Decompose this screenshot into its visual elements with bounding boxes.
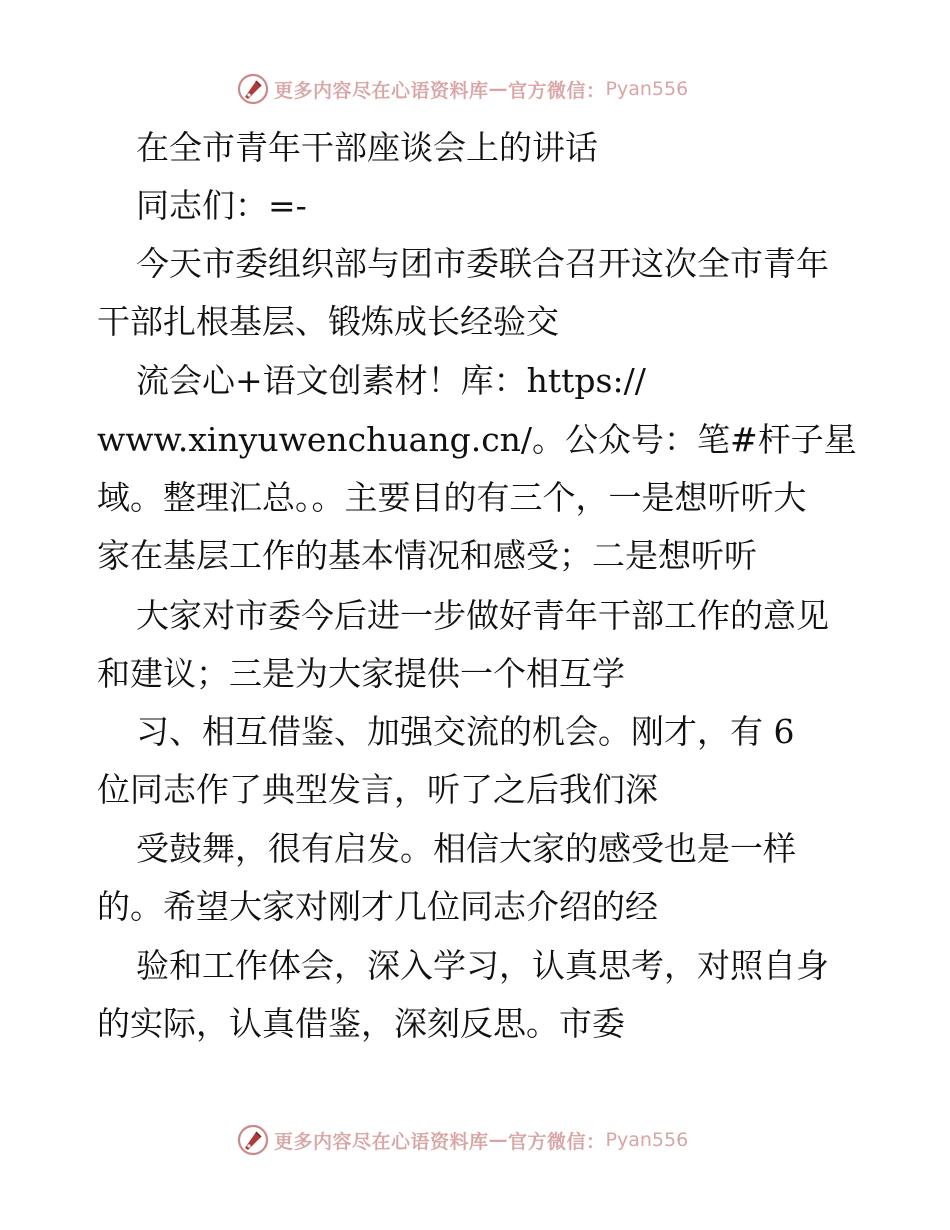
body-line: 验和工作体会，深入学习，认真思考，对照自身 [136,946,829,985]
body-line: 家在基层工作的基本情况和感受；二是想听听 [97,536,757,575]
document-title: 在全市青年干部座谈会上的讲话 [136,128,598,167]
body-line: www.xinyuwenchuang.cn/。公众号：笔#杆子星 [97,420,857,459]
footer-watermark-banner [236,1123,688,1157]
watermark-separator: — [488,1129,509,1151]
pen-nib-logo-icon [236,1123,270,1157]
header-watermark-banner [236,72,688,106]
body-line: 流会心+语文创素材！库：https:// [136,361,646,400]
body-line: 受鼓舞，很有启发。相信大家的感受也是一样 [136,829,796,868]
body-line: 的实际，认真借鉴，深刻反思。市委 [97,1004,625,1043]
body-line: 位同志作了典型发言，听了之后我们深 [97,770,658,809]
watermark-separator: — [488,78,509,100]
body-line: 大家对市委今后进一步做好青年干部工作的意见 [136,596,829,635]
body-line: 的。希望大家对刚才几位同志介绍的经 [97,887,658,926]
pen-nib-logo-icon [236,72,270,106]
watermark-handle: Pyan556 [605,78,689,100]
body-line: 域。整理汇总。。主要目的有三个，一是想听听大 [97,478,807,517]
watermark-site-text: 更多内容尽在心语资料库 [274,1130,489,1153]
body-line: 今天市委组织部与团市委联合召开这次全市青年 [136,244,829,283]
watermark-site-text: 更多内容尽在心语资料库 [274,79,489,102]
watermark-handle: Pyan556 [605,1129,689,1151]
watermark-wechat-label: 官方微信： [508,1130,606,1153]
body-line: 干部扎根基层、锻炼成长经验交 [97,302,559,341]
salutation-line: 同志们：=- [136,186,307,225]
watermark-wechat-label: 官方微信： [508,79,606,102]
body-line: 和建议；三是为大家提供一个相互学 [97,654,625,693]
body-line: 习、相互借鉴、加强交流的机会。刚才，有 6 [136,712,795,751]
